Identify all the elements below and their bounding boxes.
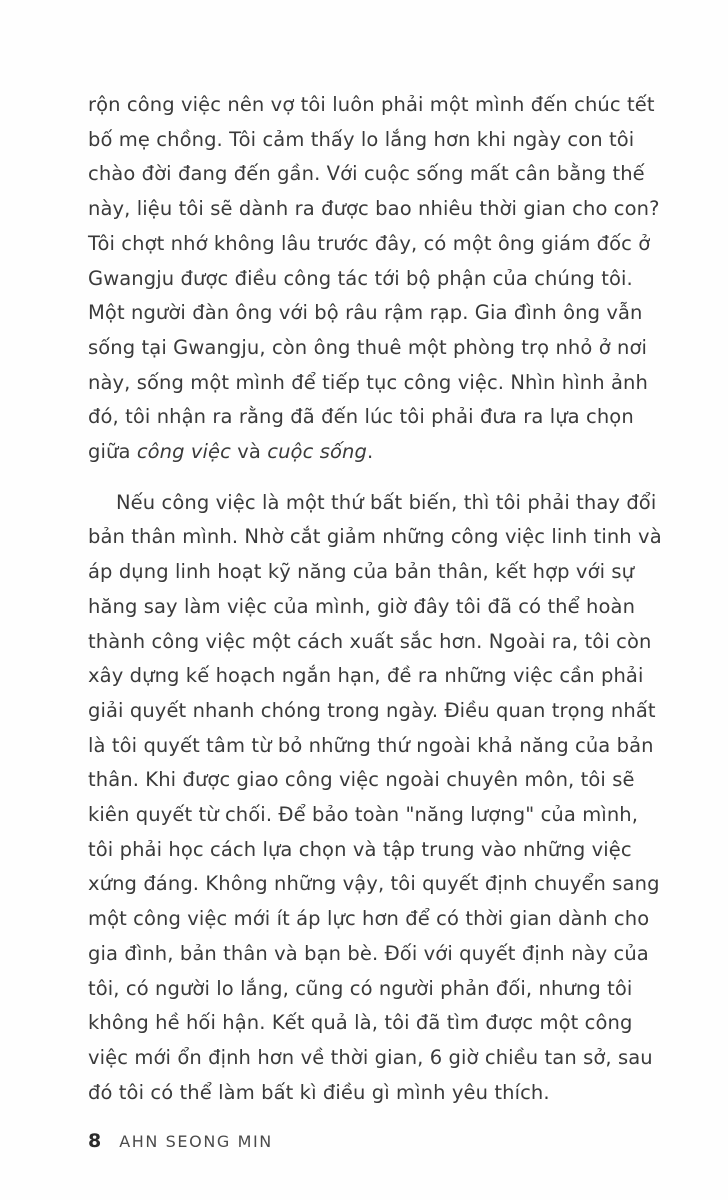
page-body bbox=[88, 88, 666, 1110]
emphasis-text: cuộc sống bbox=[267, 440, 367, 464]
para-2 bbox=[88, 486, 666, 1111]
body-text-run: và bbox=[230, 440, 268, 464]
body-text-run: rộn công việc nên vợ tôi luôn phải một mình đến chúc tết bố mẹ chồng. Tôi cảm thấy lo lắng hơn khi ngày con tôi chào đời đang đến gần. Với cuộc sống mất cân bằng thế này, liệu tôi sẽ dành ra được bao nhiêu thời gian cho con? Tôi chợt nhớ không lâu trước đây, có một ông giám đốc ở Gwangju được điều công tác tới bộ phận của chúng tôi. Một người đàn ông với bộ râu rậm rạp. Gia đình ông vẫn sống tại Gwangju, còn ông thuê một phòng trọ nhỏ ở nơi này, sống một mình để tiếp tục công việc. Nhìn hình ảnh đó, tôi nhận ra rằng đã đến lúc tôi phải đưa ra lựa chọn giữa bbox=[88, 93, 660, 464]
body-text-run: Nếu công việc là một thứ bất biến, thì tôi phải thay đổi bản thân mình. Nhờ cắt giảm những công việc linh tinh và áp dụng linh hoạt kỹ năng của bản thân, kết hợp với sự hăng say làm việc của mình, giờ đây tôi đã có thể hoàn thành công việc một cách xuất sắc hơn. Ngoài ra, tôi còn xây dựng kế hoạch ngắn hạn, đề ra những việc cần phải giải quyết nhanh chóng trong ngày. Điều quan trọng nhất là tôi quyết tâm từ bỏ những thứ ngoài khả năng của bản thân. Khi được giao công việc ngoài chuyên môn, tôi sẽ kiên quyết từ chối. Để bảo toàn "năng lượng" của mình, tôi phải học cách lựa chọn và tập trung vào những việc xứng đáng. Không những vậy, tôi quyết định chuyển sang một công việc mới ít áp lực hơn để có thời gian dành cho gia đình, bản thân và bạn bè. Đối với quyết định này của tôi, có người lo lắng, cũng có người phản đối, nhưng tôi không hề hối hận. Kết quả là, tôi đã tìm được một công việc mới ổn định hơn về thời gian, 6 giờ chiều tan sở, sau đó tôi có thể làm bất kì điều gì mình yêu thích. bbox=[88, 490, 662, 1104]
para-1 bbox=[88, 88, 666, 470]
emphasis-text: công việc bbox=[136, 440, 231, 464]
body-text-run: . bbox=[366, 440, 374, 464]
running-head-author: AHN SEONG MIN bbox=[119, 1132, 273, 1151]
page-footer bbox=[88, 1130, 273, 1152]
page-number: 8 bbox=[88, 1130, 102, 1152]
